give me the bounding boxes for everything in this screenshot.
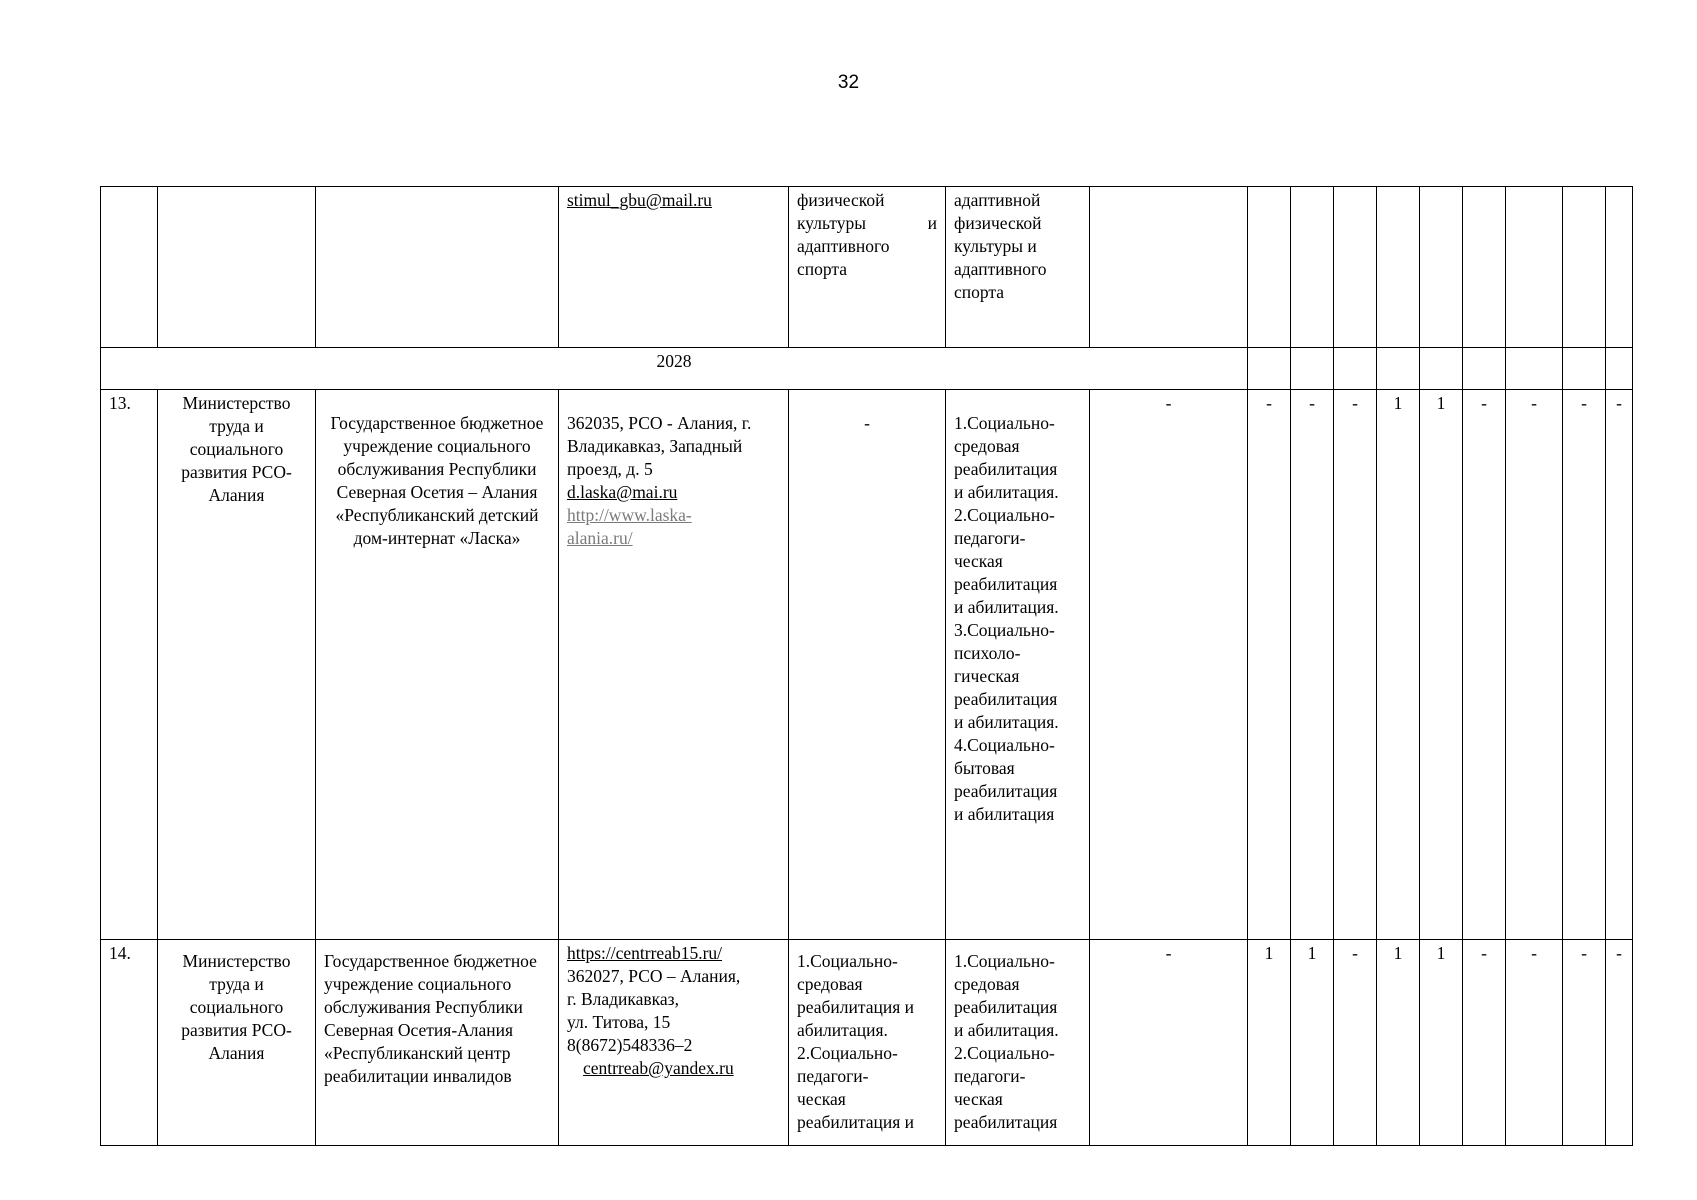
cell-value: - [1606, 940, 1633, 1146]
cell-value: - [1506, 940, 1563, 1146]
cell-organization [316, 187, 559, 348]
cell-ministry: Министерство труда и социального развития РСО-Алания [158, 390, 316, 940]
cell-value [1506, 187, 1563, 348]
cell-value: - [1334, 940, 1377, 1146]
cell-ministry [158, 187, 316, 348]
email-link[interactable]: d.laska@mai.ru [567, 482, 678, 502]
cell-value: - [1291, 390, 1334, 940]
cell-value [1606, 348, 1633, 390]
cell-organization: Государственное бюджетное учреждение социального обслуживания Республики Северная Осетия-Алания «Республиканский центр реабилитации инвалидов [316, 940, 559, 1146]
year-row [101, 348, 1633, 390]
cell-value [1563, 348, 1606, 390]
cell-value: - [1563, 390, 1606, 940]
cell-value: 1 [1420, 390, 1463, 940]
table-row [101, 940, 1633, 1146]
address-text: 362035, РСО - Алания, г. Владикавказ, Западный проезд, д. 5 [567, 413, 752, 479]
year-heading: 2028 [101, 348, 1248, 390]
cell-value: 1 [1248, 940, 1291, 1146]
cell-value: - [1334, 390, 1377, 940]
cell-value [1248, 348, 1291, 390]
cell-value: - [1463, 390, 1506, 940]
cell-num [101, 187, 158, 348]
cell-services-a: - [789, 390, 946, 940]
cell-value [1090, 187, 1248, 348]
cell-value [1377, 187, 1420, 348]
website-link-part1[interactable]: http://www.laska- [567, 505, 692, 525]
cell-value: - [1463, 940, 1506, 1146]
email-link[interactable]: centrreab@yandex.ru [583, 1058, 734, 1078]
page-number: 32 [837, 72, 860, 93]
phone-text: 8(8672)548336–2 [567, 1035, 693, 1055]
cell-value: - [1606, 390, 1633, 940]
cell-value: 1 [1420, 940, 1463, 1146]
website-link-part2[interactable]: alania.ru/ [567, 528, 633, 548]
cell-value [1291, 187, 1334, 348]
cell-value: - [1248, 390, 1291, 940]
cell-value: 1 [1291, 940, 1334, 1146]
cell-value [1420, 348, 1463, 390]
website-link[interactable]: https://centrreab15.ru/ [567, 943, 723, 963]
address-line: ул. Титова, 15 [567, 1012, 671, 1032]
cell-ministry: Министерство труда и социального развития РСО-Алания [158, 940, 316, 1146]
cell-value: 1 [1377, 940, 1420, 1146]
cell-value [1291, 348, 1334, 390]
cell-value [1248, 187, 1291, 348]
cell-value: - [1563, 940, 1606, 1146]
cell-services-a: физической культуры и адаптивного спорта [789, 187, 946, 348]
cell-contacts [559, 940, 789, 1146]
cell-value [1463, 187, 1506, 348]
cell-num: 13. [101, 390, 158, 940]
institutions-table [100, 186, 1633, 1146]
cell-value: - [1506, 390, 1563, 940]
cell-value: - [1090, 940, 1248, 1146]
table-row [101, 187, 1633, 348]
cell-services-b: 1.Социально- средовая реабилитация и абилитация. 2.Социально- педагоги- ческая реабилитация и абилитация. 3.Социально- психоло- гическая реабилитация и абилитация. 4.Социально- бытовая реабилитация и абилитация [946, 390, 1090, 940]
email-link[interactable]: stimul_gbu@mail.ru [567, 190, 712, 210]
cell-value [1463, 348, 1506, 390]
cell-value [1334, 348, 1377, 390]
cell-contacts [559, 187, 789, 348]
table-row [101, 390, 1633, 940]
address-line: 362027, РСО – Алания, [567, 966, 741, 986]
cell-value [1563, 187, 1606, 348]
cell-services-a: 1.Социально- средовая реабилитация и абилитация. 2.Социально- педагоги- ческая реабилитация и [789, 940, 946, 1146]
cell-value: - [1090, 390, 1248, 940]
cell-value [1506, 348, 1563, 390]
cell-organization: Государственное бюджетное учреждение социального обслуживания Республики Северная Осетия – Алания «Республиканский детский дом-интернат «Ласка» [316, 390, 559, 940]
cell-value [1420, 187, 1463, 348]
cell-value [1377, 348, 1420, 390]
cell-services-b: адаптивной физической культуры и адаптивного спорта [946, 187, 1090, 348]
cell-value: 1 [1377, 390, 1420, 940]
address-line: г. Владикавказ, [567, 989, 679, 1009]
cell-value [1606, 187, 1633, 348]
cell-value [1334, 187, 1377, 348]
cell-services-b: 1.Социально- средовая реабилитация и абилитация. 2.Социально- педагоги- ческая реабилитация [946, 940, 1090, 1146]
cell-contacts [559, 390, 789, 940]
cell-num: 14. [101, 940, 158, 1146]
